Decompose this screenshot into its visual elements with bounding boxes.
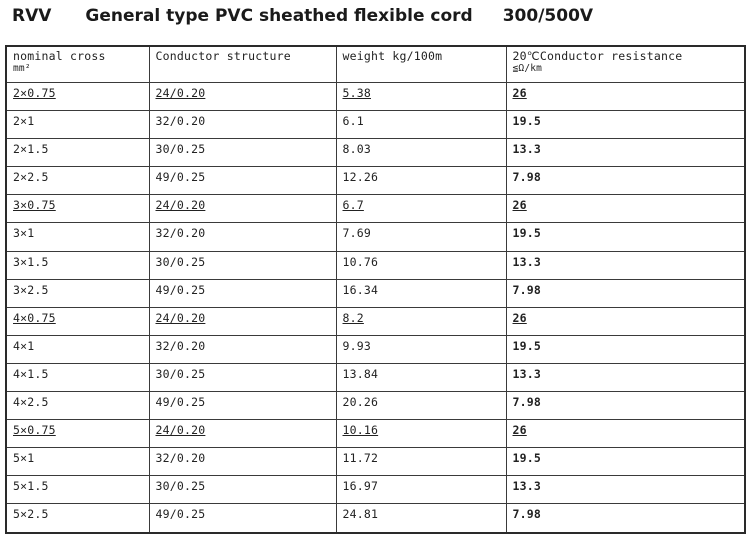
cell-cross-section [6, 223, 149, 251]
cell-conductor-structure-value: 24/0.20 [155, 423, 206, 438]
cell-resistance-value: 7.98 [512, 395, 541, 410]
table-row [6, 111, 745, 139]
cell-cross-section-value: 5×2.5 [13, 507, 49, 522]
cell-conductor-structure-value: 24/0.20 [155, 198, 206, 213]
header-resistance-unit: ≦Ω/km [512, 63, 543, 74]
table-row [6, 504, 745, 533]
table-row [6, 392, 745, 420]
cell-conductor-structure [149, 139, 336, 167]
cell-weight-value: 13.84 [342, 366, 379, 381]
cell-resistance [506, 363, 745, 391]
cell-weight-value: 10.16 [342, 423, 379, 438]
cell-conductor-structure [149, 363, 336, 391]
cell-conductor-structure [149, 420, 336, 448]
cell-conductor-structure-value: 49/0.25 [155, 282, 206, 297]
cell-cross-section [6, 83, 149, 111]
cell-cross-section [6, 167, 149, 195]
cell-resistance [506, 279, 745, 307]
cell-cross-section-value: 4×1 [13, 338, 35, 353]
cell-resistance [506, 195, 745, 223]
cell-conductor-structure-value: 30/0.25 [155, 254, 206, 269]
cell-resistance [506, 111, 745, 139]
cell-cross-section [6, 111, 149, 139]
cell-conductor-structure [149, 223, 336, 251]
cell-conductor-structure-value: 24/0.20 [155, 86, 206, 100]
cell-weight-value: 20.26 [342, 395, 379, 410]
table-row [6, 448, 745, 476]
cell-cross-section-value: 2×2.5 [13, 170, 49, 185]
table-row [6, 363, 745, 391]
cell-resistance-value: 13.3 [512, 366, 541, 381]
cell-weight-value: 10.76 [342, 254, 379, 269]
cell-resistance [506, 307, 745, 335]
cell-weight-value: 12.26 [342, 170, 379, 185]
cell-cross-section [6, 139, 149, 167]
cell-cross-section-value: 2×0.75 [13, 86, 56, 100]
cell-conductor-structure-value: 24/0.20 [155, 310, 206, 325]
table-row [6, 335, 745, 363]
cell-weight [336, 251, 506, 279]
cell-cross-section [6, 251, 149, 279]
cell-conductor-structure [149, 195, 336, 223]
cell-conductor-structure-value: 49/0.25 [155, 170, 206, 185]
cell-weight-value: 6.1 [342, 114, 364, 129]
table-row [6, 251, 745, 279]
table-row [6, 420, 745, 448]
cell-conductor-structure-value: 49/0.25 [155, 395, 206, 410]
cell-resistance-value: 7.98 [512, 170, 541, 185]
table-row [6, 195, 745, 223]
header-resistance-label: 20℃Conductor resistance [512, 49, 683, 63]
cell-cross-section-value: 4×2.5 [13, 395, 49, 410]
cell-conductor-structure [149, 111, 336, 139]
table-row [6, 307, 745, 335]
cable-code: RVV [12, 6, 52, 26]
cell-weight [336, 448, 506, 476]
cell-weight-value: 11.72 [342, 451, 379, 466]
cell-resistance-value: 7.98 [512, 282, 541, 297]
header-cross-section-label: nominal cross [13, 49, 106, 63]
cell-conductor-structure-value: 32/0.20 [155, 226, 206, 241]
cell-resistance-value: 26 [512, 310, 527, 325]
cell-conductor-structure-value: 49/0.25 [155, 507, 206, 522]
cell-weight [336, 392, 506, 420]
cell-cross-section-value: 4×0.75 [13, 310, 56, 325]
cell-conductor-structure-value: 30/0.25 [155, 479, 206, 494]
cell-resistance [506, 139, 745, 167]
cell-cross-section-value: 2×1 [13, 114, 35, 129]
cell-conductor-structure [149, 335, 336, 363]
header-resistance [506, 46, 745, 83]
cell-cross-section [6, 363, 149, 391]
cell-weight-value: 16.34 [342, 282, 379, 297]
cell-resistance [506, 167, 745, 195]
cell-weight [336, 223, 506, 251]
cell-conductor-structure-value: 32/0.20 [155, 114, 206, 129]
header-cross-section [6, 46, 149, 83]
cell-cross-section [6, 448, 149, 476]
cell-conductor-structure-value: 30/0.25 [155, 142, 206, 157]
specification-table [5, 45, 746, 534]
cell-weight [336, 139, 506, 167]
cell-conductor-structure [149, 279, 336, 307]
cell-resistance-value: 26 [512, 423, 527, 438]
cell-resistance-value: 26 [512, 198, 527, 213]
cell-weight-value: 16.97 [342, 479, 379, 494]
header-weight [336, 46, 506, 83]
cell-weight [336, 504, 506, 533]
cell-cross-section [6, 335, 149, 363]
cell-resistance-value: 26 [512, 86, 527, 100]
cell-conductor-structure [149, 504, 336, 533]
table-row [6, 139, 745, 167]
cell-weight [336, 420, 506, 448]
cell-resistance [506, 420, 745, 448]
cell-conductor-structure-value: 30/0.25 [155, 366, 206, 381]
cell-conductor-structure [149, 167, 336, 195]
cell-cross-section [6, 307, 149, 335]
cell-conductor-structure-value: 32/0.20 [155, 338, 206, 353]
cell-conductor-structure [149, 83, 336, 111]
cell-cross-section [6, 504, 149, 533]
cell-weight [336, 335, 506, 363]
header-weight-label: weight kg/100m [342, 49, 443, 63]
cell-cross-section-value: 3×1.5 [13, 254, 49, 269]
header-conductor-structure [149, 46, 336, 83]
cell-weight [336, 111, 506, 139]
cell-resistance-value: 7.98 [512, 507, 541, 522]
cable-description: General type PVC sheathed flexible cord [85, 6, 473, 26]
cell-cross-section-value: 3×0.75 [13, 198, 56, 213]
cell-resistance-value: 19.5 [512, 226, 541, 241]
cell-weight [336, 167, 506, 195]
cell-weight-value: 9.93 [342, 338, 371, 353]
cell-resistance-value: 13.3 [512, 254, 541, 269]
cell-cross-section-value: 4×1.5 [13, 366, 49, 381]
table-row [6, 223, 745, 251]
cell-weight-value: 8.2 [342, 310, 364, 325]
header-structure-label: Conductor structure [155, 49, 291, 63]
cell-conductor-structure [149, 392, 336, 420]
cell-weight [336, 195, 506, 223]
cell-cross-section [6, 392, 149, 420]
cell-weight [336, 363, 506, 391]
cell-resistance [506, 251, 745, 279]
table-body [6, 83, 745, 533]
cell-weight [336, 83, 506, 111]
cell-weight-value: 6.7 [342, 198, 364, 213]
table-row [6, 167, 745, 195]
cell-weight [336, 279, 506, 307]
cell-resistance-value: 19.5 [512, 451, 541, 466]
cell-cross-section-value: 5×0.75 [13, 423, 56, 438]
cell-weight-value: 7.69 [342, 226, 371, 241]
document-title [12, 2, 593, 30]
cell-weight [336, 307, 506, 335]
cell-resistance [506, 392, 745, 420]
cell-resistance-value: 19.5 [512, 338, 541, 353]
cell-resistance-value: 13.3 [512, 142, 541, 157]
cell-resistance [506, 223, 745, 251]
cell-cross-section-value: 5×1.5 [13, 479, 49, 494]
table-header [6, 46, 745, 83]
cell-cross-section-value: 3×1 [13, 226, 35, 241]
cell-conductor-structure [149, 448, 336, 476]
cell-conductor-structure [149, 251, 336, 279]
cell-weight-value: 5.38 [342, 86, 371, 100]
cell-cross-section-value: 3×2.5 [13, 282, 49, 297]
table-row [6, 279, 745, 307]
cell-resistance [506, 448, 745, 476]
header-row [6, 46, 745, 83]
cell-conductor-structure-value: 32/0.20 [155, 451, 206, 466]
cell-resistance-value: 13.3 [512, 479, 541, 494]
cell-weight-value: 8.03 [342, 142, 371, 157]
cell-cross-section-value: 2×1.5 [13, 142, 49, 157]
rated-voltage: 300/500V [502, 6, 594, 26]
cell-resistance-value: 19.5 [512, 114, 541, 129]
cell-resistance [506, 335, 745, 363]
header-cross-section-unit: mm² [13, 63, 31, 74]
cell-conductor-structure [149, 307, 336, 335]
cell-weight-value: 24.81 [342, 507, 379, 522]
cell-cross-section-value: 5×1 [13, 451, 35, 466]
cell-resistance [506, 504, 745, 533]
cell-cross-section [6, 420, 149, 448]
cell-cross-section [6, 279, 149, 307]
table-row [6, 83, 745, 111]
cell-resistance [506, 83, 745, 111]
cell-cross-section [6, 195, 149, 223]
